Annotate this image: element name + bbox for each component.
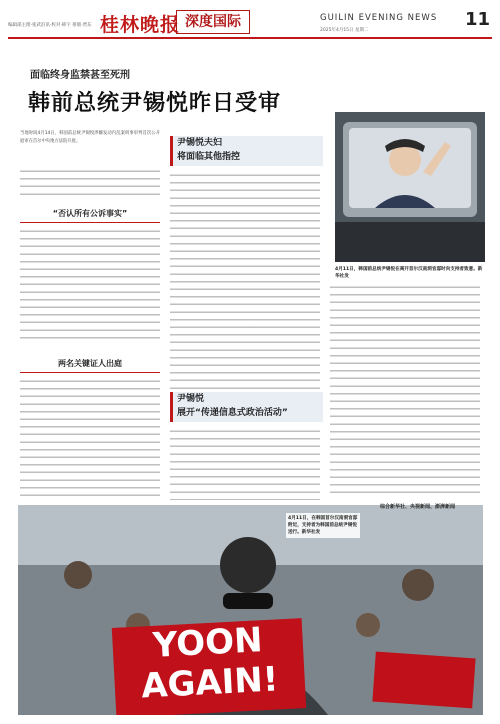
photo1-caption: 4月11日，韩国前总统尹锡悦在离开首尔汉南洞官邸时向支持者致意。新华社发 xyxy=(335,267,483,279)
kicker: 面临终身监禁甚至死刑 xyxy=(30,70,130,81)
headline: 韩前总统尹锡悦昨日受审 xyxy=(28,91,282,116)
col2-text-block-a xyxy=(170,172,320,390)
col1-text-block-c xyxy=(20,378,160,498)
page-number: 11 xyxy=(465,9,491,30)
sign-text-line1: YOON xyxy=(151,620,264,666)
box2-title-line2: 展开“传递信息式政治活动” xyxy=(177,408,288,418)
lead-paragraph: 当地时间4月14日，韩国前总统尹锡悦涉嫌发动内乱案刑事审判首次公开庭审在首尔中央地方法院开庭。 xyxy=(20,131,160,144)
protest-sign-2 xyxy=(372,652,475,709)
sign-text-line2: AGAIN! xyxy=(140,659,280,707)
photo-yoon-greeting xyxy=(335,112,485,262)
header-rule xyxy=(8,37,492,39)
photo-yoon-greeting-art xyxy=(335,112,485,262)
subhead-rule xyxy=(20,222,160,223)
photo2-caption: 4月11日，在韩国首尔汉南洞官邸附近，支持者为韩国前总统尹锡悦送行。新华社发 xyxy=(286,513,360,538)
subhead-witnesses: 两名关键证人出庭 xyxy=(58,359,122,368)
protest-sign xyxy=(112,618,306,715)
col2-text-block-b xyxy=(170,428,320,500)
subhead-rule-2 xyxy=(20,372,160,373)
box2-title-line1: 尹锡悦 xyxy=(177,394,205,404)
box1-title-line2: 将面临其他指控 xyxy=(177,152,241,162)
box1-heading xyxy=(170,136,323,166)
col3-text-block xyxy=(330,284,480,498)
col1-text-block-b xyxy=(20,228,160,344)
header-meta: 编辑部主理·张武泊讯·校对·韩宇 排版·贾东 xyxy=(8,23,92,28)
source-credit: 综合新华社、央视新闻、澎湃新闻 xyxy=(380,504,456,510)
subhead-deny: “否认所有公诉事实” xyxy=(52,209,128,218)
english-masthead: GUILIN EVENING NEWS xyxy=(320,13,438,23)
masthead: 桂林晚报 xyxy=(100,14,181,36)
dateline: 2025年4月15日 星期二 xyxy=(320,28,369,33)
photo-supporters xyxy=(18,505,483,715)
box2-heading xyxy=(170,392,323,422)
box1-title-line1: 尹锡悦夫妇 xyxy=(177,138,223,148)
col1-text-block-a xyxy=(20,168,160,198)
section-tag: 深度国际 xyxy=(176,10,250,34)
